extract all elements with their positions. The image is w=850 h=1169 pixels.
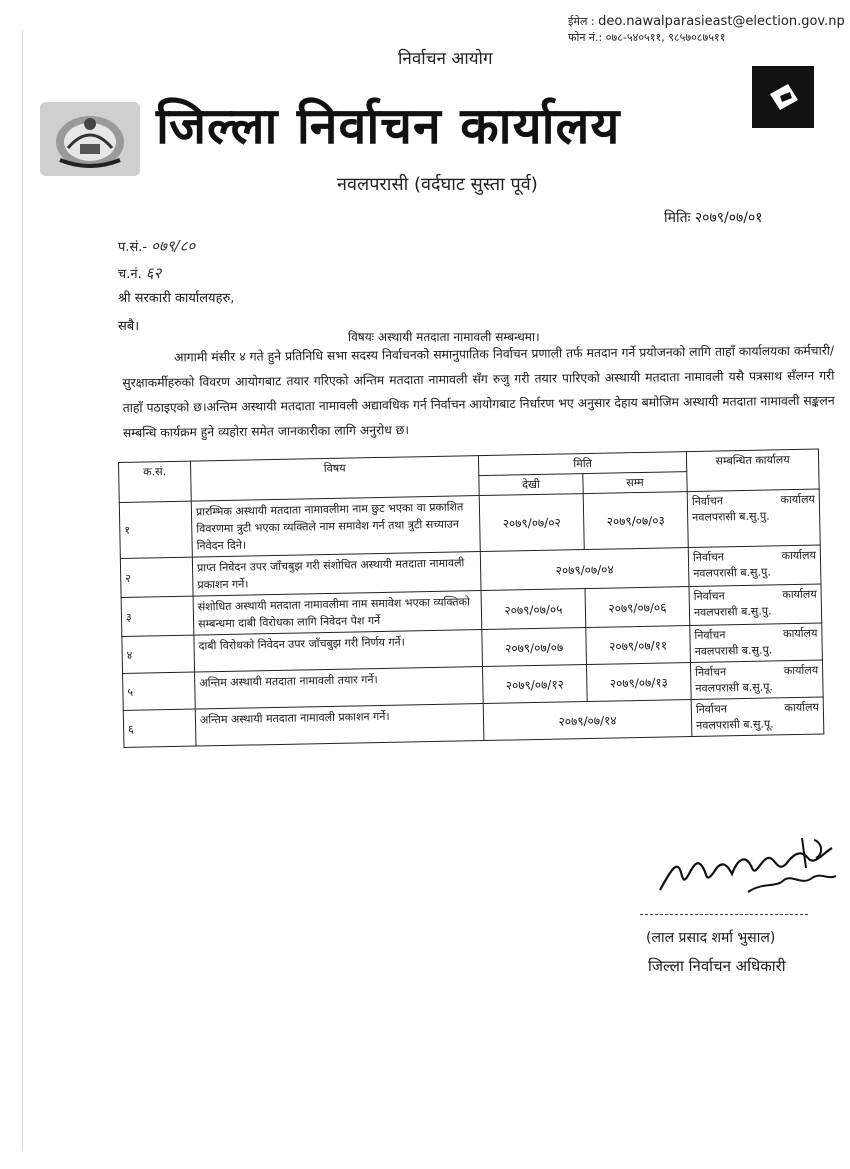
office-word: कार्यालय <box>784 700 819 715</box>
row-sn: १ <box>119 501 192 558</box>
office-title: जिल्ला निर्वाचन कार्यालय <box>156 97 621 155</box>
row-office <box>690 623 823 663</box>
office-word: कार्यालय <box>781 548 817 563</box>
letter-body: आगामी मंसीर ४ गते हुने प्रतिनिधि सभा सदस्य निर्वाचनको समानुपातिक निर्वाचन प्रणाली तर्फ मतदान गर्ने प्रयोजनको लागि ताहाँ कार्यालयका कर्मचारी/सुरक्षाकर्मीहरुको विवरण आयोगबाट तयार गरिएको अन्तिम मतदाता नामावली सँग रुजु गरी तयार पारिएको अस्थायी मतदाता नामावली यसै पत्रसाथ सँलग्न गरी ताहाँ पठाइएको छ।अन्तिम अस्थायी मतदाता नामावली अद्यावधिक गर्न निर्वाचन आयोगबाट निर्धारण भए अनुसार देहाय बमोजिम अस्थायी मतदाता नामावली सङ्कलन सम्बन्धि कार्यक्रम हुने व्यहोरा समेत जानकारीका लागि अनुरोध छ। <box>122 343 835 440</box>
election-logo-icon <box>752 66 814 128</box>
office-word: निर्वाचन <box>691 494 724 508</box>
addressee: श्री सरकारी कार्यालयहरु, <box>118 291 235 306</box>
office-location: नवलपरासी ब.सु.पु. <box>692 509 770 524</box>
office-location: नवलपरासी ब.सु.पु. <box>693 565 771 580</box>
header-date: मिति <box>478 452 686 476</box>
row-single-date: २०७९/०७/०४ <box>480 548 689 591</box>
table-header-row <box>119 449 819 482</box>
reference-label: प.सं.- <box>118 240 148 255</box>
row-office <box>689 584 822 626</box>
handwritten-signature <box>652 828 842 908</box>
office-word: कार्यालय <box>782 587 817 602</box>
reference-number <box>118 236 195 256</box>
header-to: सम्म <box>583 472 687 494</box>
phone-line <box>568 30 845 46</box>
row-sn: २ <box>120 557 193 597</box>
phone-label: फोन नं.: <box>568 31 603 44</box>
dispatch-value: ६२ <box>145 264 162 282</box>
row-to-date: २०७९/०७/११ <box>586 626 691 665</box>
office-location: नवलपरासी ब.सु.पु. <box>694 643 773 658</box>
row-sn: ४ <box>122 635 195 673</box>
row-from-date: २०७९/०७/०७ <box>482 628 587 667</box>
row-subject: प्राप्त निवेदन उपर जाँचबुझ गरी संशोधित अस्थायी मतदाता नामावली प्रकाशन गर्ने। <box>192 552 481 597</box>
nepal-emblem-icon <box>40 102 140 176</box>
office-location: नवलपरासी ब.सु.पू. <box>696 717 774 732</box>
addressee-all: सबै। <box>118 319 140 334</box>
signatory-name: (लाल प्रसाद शर्मा भुसाल) <box>646 930 776 946</box>
office-word: निर्वाचन <box>692 550 725 564</box>
dispatch-number <box>118 263 161 283</box>
contact-block <box>568 14 845 46</box>
row-to-date: २०७९/०७/०६ <box>585 587 690 628</box>
letter-date <box>664 208 763 227</box>
reference-value: ०७९/८० <box>151 237 196 255</box>
letter-subject: विषयः अस्थायी मतदाता नामावली सम्बन्धमा। <box>348 330 540 344</box>
scan-edge <box>22 30 23 1150</box>
row-to-date: २०७९/०७/०३ <box>583 492 688 550</box>
row-subject: अन्तिम अस्थायी मतदाता नामावली प्रकाशन गर्ने। <box>195 704 484 747</box>
signatory-title: जिल्ला निर्वाचन अधिकारी <box>648 957 786 975</box>
row-sn: ३ <box>121 596 194 636</box>
row-single-date: २०७९/०७/१४ <box>483 700 692 741</box>
header-from: देखी <box>479 474 583 496</box>
row-subject: अन्तिम अस्थायी मतदाता नामावली तयार गर्ने। <box>195 667 484 710</box>
office-word: कार्यालय <box>780 492 815 507</box>
row-from-date: २०७९/०७/१२ <box>482 665 587 704</box>
header-office: सम्बन्धित कार्यालय <box>686 449 819 492</box>
row-office <box>691 697 824 737</box>
office-word: निर्वाचन <box>695 702 728 716</box>
row-office <box>690 660 823 700</box>
office-location: नवलपरासी ब.सु.पू. <box>695 680 774 695</box>
row-office <box>687 489 820 548</box>
email-label: ईमेल : <box>568 15 595 28</box>
date-value: २०७९/०७/०१ <box>694 210 763 226</box>
row-subject: संशोधित अस्थायी मतदाता नामावलीमा नाम समावेश भएका व्यक्तिको सम्बन्धमा दाबी विरोधका लागि निवेदन पेश गर्ने <box>193 591 482 636</box>
organization-name: निर्वाचन आयोग <box>398 49 493 69</box>
header-sn: क.सं. <box>119 461 192 502</box>
row-office <box>688 545 821 587</box>
row-from-date: २०७९/०७/०२ <box>479 494 584 552</box>
header-subject: विषय <box>190 456 479 502</box>
row-from-date: २०७९/०७/०५ <box>481 589 586 630</box>
district-name: नवलपरासी (वर्दघाट सुस्ता पूर्व) <box>337 174 538 195</box>
row-subject: दाबी विरोधको निवेदन उपर जाँचबुझ गरी निर्णय गर्ने। <box>194 630 483 673</box>
office-word: निर्वाचन <box>694 628 726 642</box>
office-word: निर्वाचन <box>693 589 725 603</box>
office-word: कार्यालय <box>782 626 818 641</box>
row-to-date: २०७९/०७/१३ <box>586 663 691 702</box>
email-address: deo.nawalparasieast@election.gov.np <box>598 14 845 29</box>
dispatch-label: च.नं. <box>118 267 142 282</box>
row-sn: ६ <box>123 709 196 747</box>
row-sn: ५ <box>123 672 196 710</box>
phone-number: ०७८-५४०५११, ९८५७०८७५११ <box>605 31 726 44</box>
office-word: निर्वाचन <box>695 665 727 679</box>
office-location: नवलपरासी ब.सु.पु. <box>693 604 772 619</box>
signature-line <box>640 914 808 915</box>
email-line <box>568 14 845 30</box>
row-subject: प्रारम्भिक अस्थायी मतदाता नामावलीमा नाम छुट भएका वा प्रकाशित विवरणमा त्रुटी भएका व्यक्तिले नाम समावेश गर्न तथा त्रुटी सच्याउन निवेदन दिने। <box>191 496 480 558</box>
schedule-table <box>118 449 823 748</box>
office-word: कार्यालय <box>783 663 819 678</box>
date-label: मितिः <box>664 210 691 226</box>
